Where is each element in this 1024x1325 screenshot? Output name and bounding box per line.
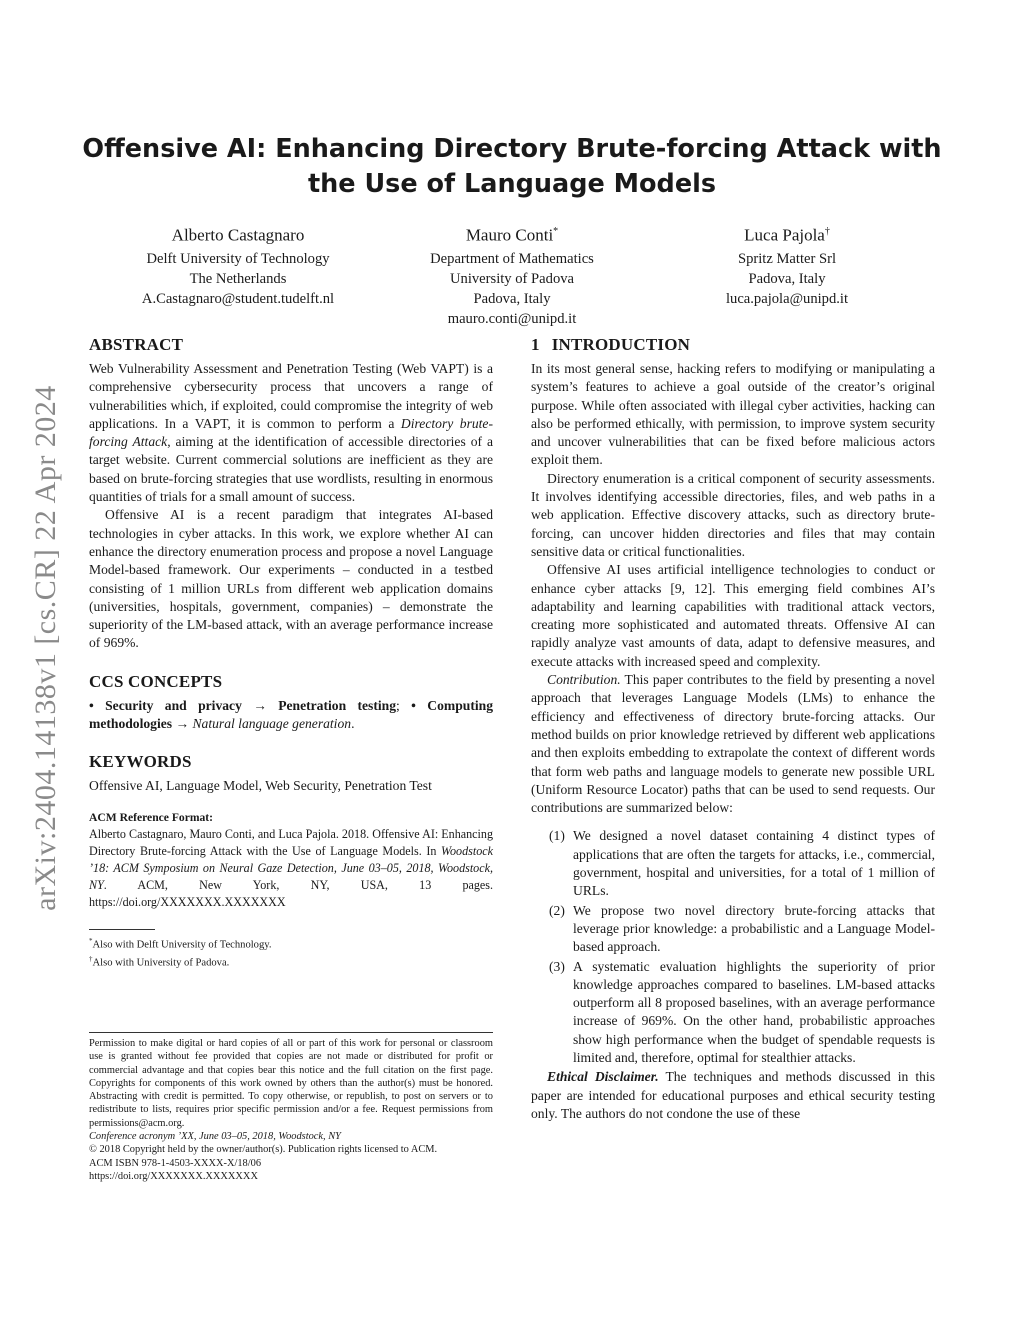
- isbn-text: ACM ISBN 978-1-4503-XXXX-X/18/06: [89, 1157, 262, 1169]
- conference-info: Conference acronym ’XX, June 03–05, 2018, Woodstock, NY: [89, 1131, 341, 1143]
- intro-paragraph: Directory enumeration is a critical component of security assessments. It involves identifying accessible directories, files, and web paths in a web application. Effective discovery attacks, such as directory brute-forcing, can uncover hidden directories and files that may contain sensitive data or critical functionalities.: [531, 470, 935, 559]
- author-affiliation: Department of Mathematics: [430, 250, 594, 267]
- copyright-text: © 2018 Copyright held by the owner/author(s). Publication rights licensed to ACM.: [89, 1144, 438, 1156]
- author-affiliation: Padova, Italy: [748, 270, 826, 287]
- ethical-disclaimer-paragraph: Ethical Disclaimer. The techniques and methods discussed in this paper are intended for educational purposes and ethical security testing only. The authors do not condone the use of these: [531, 1069, 936, 1121]
- author-affiliation: Spritz Matter Srl: [737, 250, 837, 267]
- abstract-paragraph: Offensive AI is a recent paradigm that integrates AI-based technologies in cyber attacks. In this work, we explore whether AI can enhance the directory enumeration process and propose a novel Language Model-based framework. Our experiments – conducted in a testbed consisting of 1 million URLs from different web application domains (universities, hospitals, government, companies) – demonstrate the superiority of the LM-based attack, with an average performance increase of 969%.: [89, 507, 493, 651]
- intro-paragraph: Offensive AI uses artificial intelligence technologies to conduct or enhance cyber attacks [9, 12]. This emerging field combines AI’s adaptability and learning capabilities with traditional attack vectors, creating more sophisticated and automated threats. Offensive AI can rapidly analyze vast amounts of data, adapt to defensive measures, and execute attacks with increased speed and complexity.: [531, 562, 935, 669]
- author-name: Alberto Castagnaro: [171, 225, 305, 245]
- author-block: [88, 220, 388, 309]
- author-block: [362, 220, 662, 329]
- author-affiliation: University of Padova: [449, 270, 575, 287]
- author-email: luca.pajola@unipd.it: [725, 290, 849, 307]
- introduction-heading: 1 INTRODUCTION: [531, 335, 691, 354]
- list-item: (2) We propose two novel directory brute-forcing attacks that leverage prior knowledge: a probabilistic and a Language Model-based approach.: [549, 902, 935, 955]
- acm-reference-text: Alberto Castagnaro, Mauro Conti, and Luca Pajola. 2018. Offensive AI: Enhancing Directory Brute-forcing Attack with the Use of Language Models. In Woodstock ’18: ACM Symposium on Neural Gaze Detection, June 03–05, 2018, Woodstock, NY. ACM, New York, NY, USA, 13 pages. https://doi.org/XXXXXXX.XXXXXXX: [89, 826, 493, 909]
- footnote-rule: [89, 929, 155, 930]
- list-item: (3) A systematic evaluation highlights the superiority of prior knowledge approaches compared to baselines. LM-based attacks outperform all 8 proposed baselines, with an average performance increase of 969%. On the other hand, probabilistic approaches show high performance when the budget of spendable requests is limited and, therefore, optimal for stealthier attacks.: [549, 958, 935, 1065]
- contribution-paragraph: Contribution. This paper contributes to the field by presenting a novel approach that leverages Language Models (LMs) to enhance the efficiency and effectiveness of directory brute-forcing attacks. Our method builds on prior knowledge retrieved by different web applications and then exploits embedding to extrapolate the context of different words that form web paths and language models to generate new possible URL (Uniform Resource Locator) paths that can be used to send requests. Our contributions are summarized below:: [531, 672, 935, 816]
- author-email: A.Castagnaro@student.tudelft.nl: [141, 290, 335, 307]
- ccs-concepts: • Security and privacy → Penetration testing; • Computing methodologies → Natural language generation.: [89, 697, 493, 732]
- author-email: mauro.conti@unipd.it: [447, 310, 577, 327]
- permission-block: [89, 1032, 493, 1183]
- permission-text: Permission to make digital or hard copies of all or part of this work for personal or classroom use is granted without fee provided that copies are not made or distributed for profit or commercial advantage and that copies bear this notice and the full citation on the first page. Copyrights for components of this work owned by others than the author(s) must be honored. Abstracting with credit is permitted. To copy otherwise, or republish, to post on servers or to redistribute to lists, requires prior specific permission and/or a fee. Request permissions from permissions@acm.org.: [89, 1038, 493, 1129]
- author-affiliation: Delft University of Technology: [146, 250, 330, 267]
- abstract-heading: ABSTRACT: [89, 335, 184, 354]
- list-item: (1) We designed a novel dataset containing 4 distinct types of applications that are often the targets for attacks, i.e., commercial, government, hospital and universities, for a total of 1 million of URLs.: [549, 828, 935, 899]
- doi-text: https://doi.org/XXXXXXX.XXXXXXX: [89, 1170, 258, 1182]
- intro-paragraph: In its most general sense, hacking refers to modifying or manipulating a system’s features to achieve a goal outside of the creator’s original purpose. While often associated with illegal cyber activities, hacking can also be performed ethically, with permission, to improve system security and uncover vulnerabilities that can be fixed before malicious actors exploit them.: [531, 361, 935, 468]
- arxiv-identifier: arXiv:2404.14138v1 [cs.CR] 22 Apr 2024: [29, 385, 62, 911]
- author-name: Luca Pajola†: [744, 225, 830, 245]
- author-affiliation: Padova, Italy: [473, 290, 551, 307]
- footnote: †Also with University of Padova.: [89, 955, 230, 969]
- acm-reference-heading: ACM Reference Format:: [89, 810, 214, 824]
- right-column: [531, 334, 935, 1123]
- paper-title: Offensive AI: Enhancing Directory Brute-forcing Attack with the Use of Language Models: [82, 134, 942, 199]
- ccs-heading: CCS CONCEPTS: [89, 671, 223, 691]
- keywords-heading: KEYWORDS: [89, 752, 192, 772]
- left-column: [89, 334, 493, 971]
- abstract-paragraph: Web Vulnerability Assessment and Penetration Testing (Web VAPT) is a comprehensive cybersecurity process that uncovers a range of vulnerabilities which, if exploited, could compromise the integrity of web applications. In a VAPT, it is common to perform a Directory brute-forcing Attack, aiming at the identification of accessible directories of a target website. Current commercial solutions are inefficient as they are based on brute-forcing strategies that use wordlists, resulting in enormous quantities of trials for a small amount of success.: [89, 361, 494, 505]
- author-affiliation: The Netherlands: [189, 270, 287, 287]
- author-block: [637, 220, 937, 309]
- footnote: *Also with Delft University of Technology.: [89, 936, 272, 951]
- author-name: Mauro Conti*: [465, 225, 559, 245]
- keywords-text: Offensive AI, Language Model, Web Security, Penetration Test: [89, 778, 432, 794]
- contribution-list: [531, 827, 935, 1067]
